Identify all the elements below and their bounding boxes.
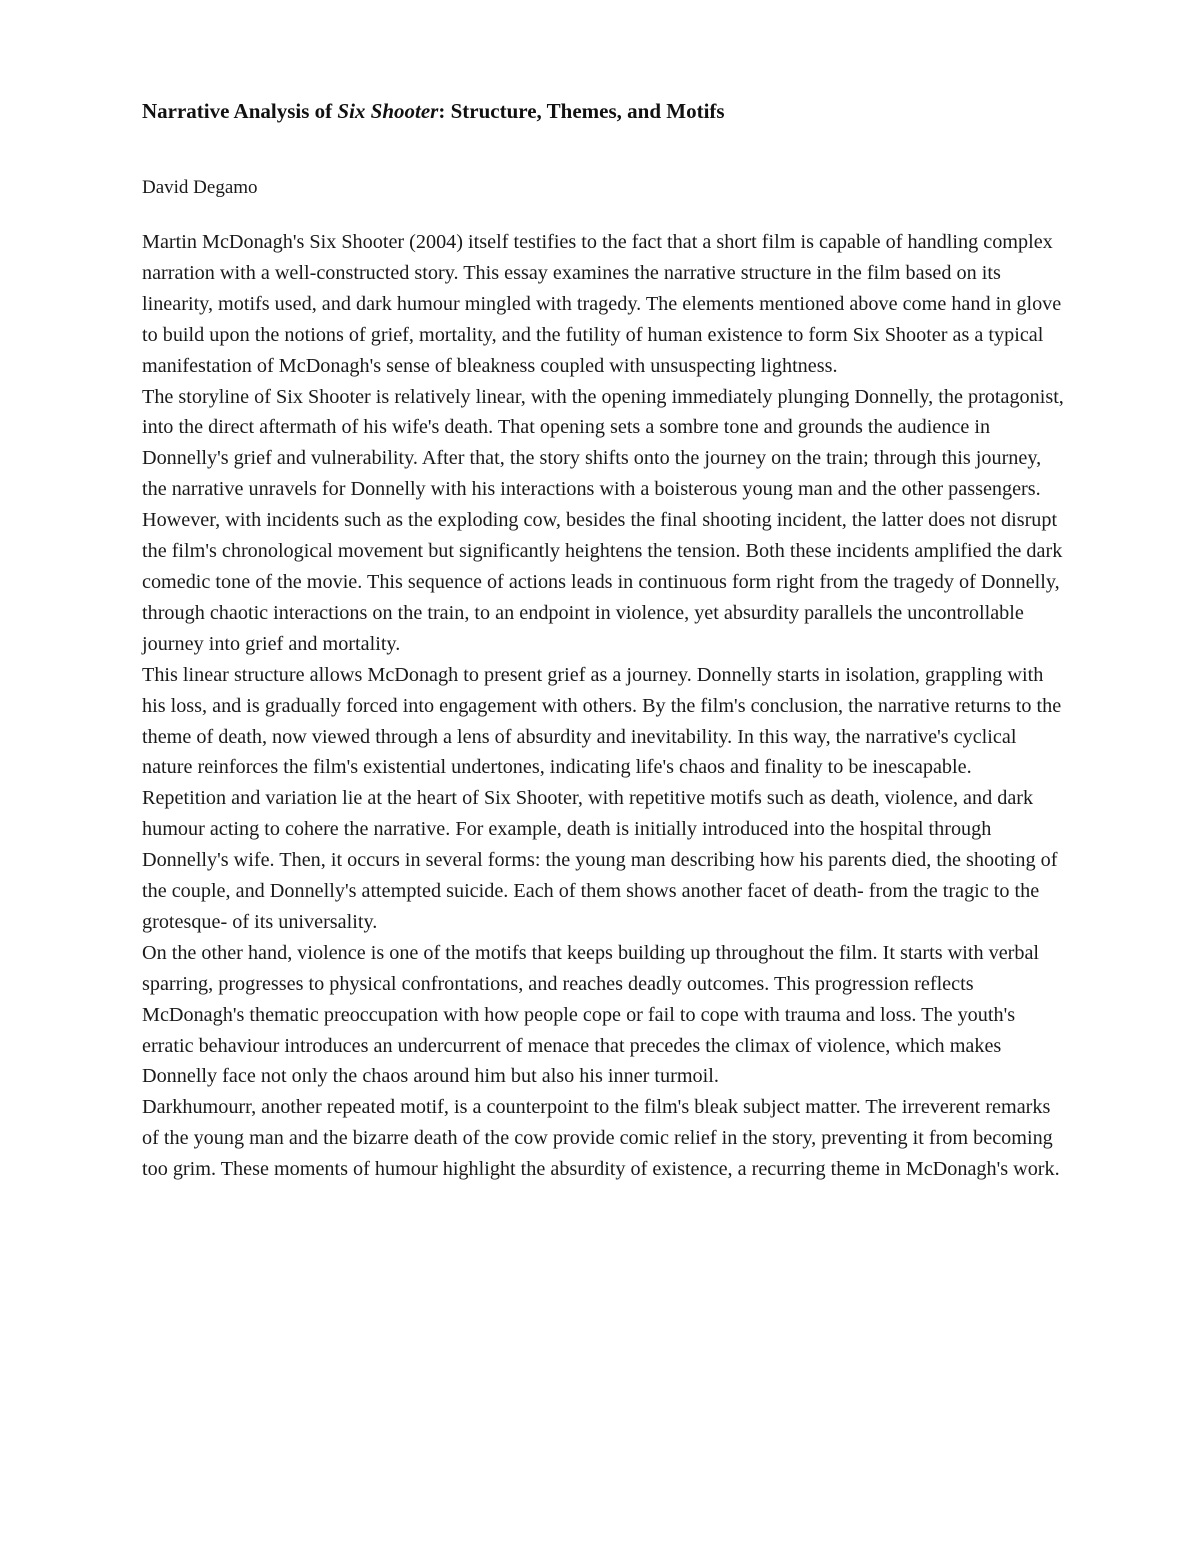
author-name: David Degamo [142,177,258,198]
paragraph-repetition: Repetition and variation lie at the heart of Six Shooter, with repetitive motifs such as death, violence, and dark humour acting to cohere the narrative. For example, death is initially introduced into the hospital through Donnelly's wife. Then, it occurs in several forms: the young man describing how his parents died, the shooting of the couple, and Donnelly's attempted suicide. Each of them shows another facet of death- from the tragic to the grotesque- of its universality. [142,787,1058,933]
essay-body [142,227,1064,1185]
paragraph-violence: On the other hand, violence is one of the motifs that keeps building up throughout the film. It starts with verbal sparring, progresses to physical confrontations, and reaches deadly outcomes. This progression reflects McDonagh's thematic preoccupation with how people cope or fail to cope with trauma and loss. The youth's erratic behaviour introduces an undercurrent of menace that precedes the climax of violence, which makes Donnelly face not only the chaos around him but also his inner turmoil. [142,941,1040,1088]
title-prefix: Narrative Analysis of [142,99,338,123]
paragraph-linear-structure: This linear structure allows McDonagh to present grief as a journey. Donnelly starts in isolation, grappling with his loss, and is gradually forced into engagement with others. By the film's conclusion, the narrative returns to the theme of death, now viewed through a lens of absurdity and inevitability. In this way, the narrative's cyclical nature reinforces the film's existential undertones, indicating life's chaos and finality to be inescapable. [142,663,1062,779]
title-suffix: : Structure, Themes, and Motifs [438,99,725,123]
document-title [142,96,1064,126]
paragraph-intro: Martin McDonagh's Six Shooter (2004) itself testifies to the fact that a short film is capable of handling complex narration with a well-constructed story. This essay examines the narrative structure in the film based on its linearity, motifs used, and dark humour mingled with tragedy. The elements mentioned above come hand in glove to build upon the notions of grief, mortality, and the futility of human existence to form Six Shooter as a typical manifestation of McDonagh's sense of bleakness coupled with unsuspecting lightness. [142,231,1062,377]
document-content [142,96,1064,1185]
paragraph-dark-humour: Darkhumourr, another repeated motif, is a counterpoint to the film's bleak subject matter. The irreverent remarks of the young man and the bizarre death of the cow provide comic relief in the story, preventing it from becoming too grim. These moments of humour highlight the absurdity of existence, a recurring theme in McDonagh's work. [142,1096,1060,1181]
title-film-name: Six Shooter [337,99,439,123]
paragraph-incidents: However, with incidents such as the exploding cow, besides the final shooting incident, the latter does not disrupt the film's chronological movement but significantly heightens the tension. Both these incidents amplified the dark comedic tone of the movie. This sequence of actions leads in continuous form right from the tragedy of Donnelly, through chaotic interactions on the train, to an endpoint in violence, yet absurdity parallels the uncontrollable journey into grief and mortality. [142,509,1063,655]
paragraph-storyline: The storyline of Six Shooter is relatively linear, with the opening immediately plunging Donnelly, the protagonist, into the direct aftermath of his wife's death. That opening sets a sombre tone and grounds the audience in Donnelly's grief and vulnerability. After that, the story shifts onto the journey on the train; through this journey, the narrative unravels for Donnelly with his interactions with a boisterous young man and the other passengers. [142,385,1064,501]
